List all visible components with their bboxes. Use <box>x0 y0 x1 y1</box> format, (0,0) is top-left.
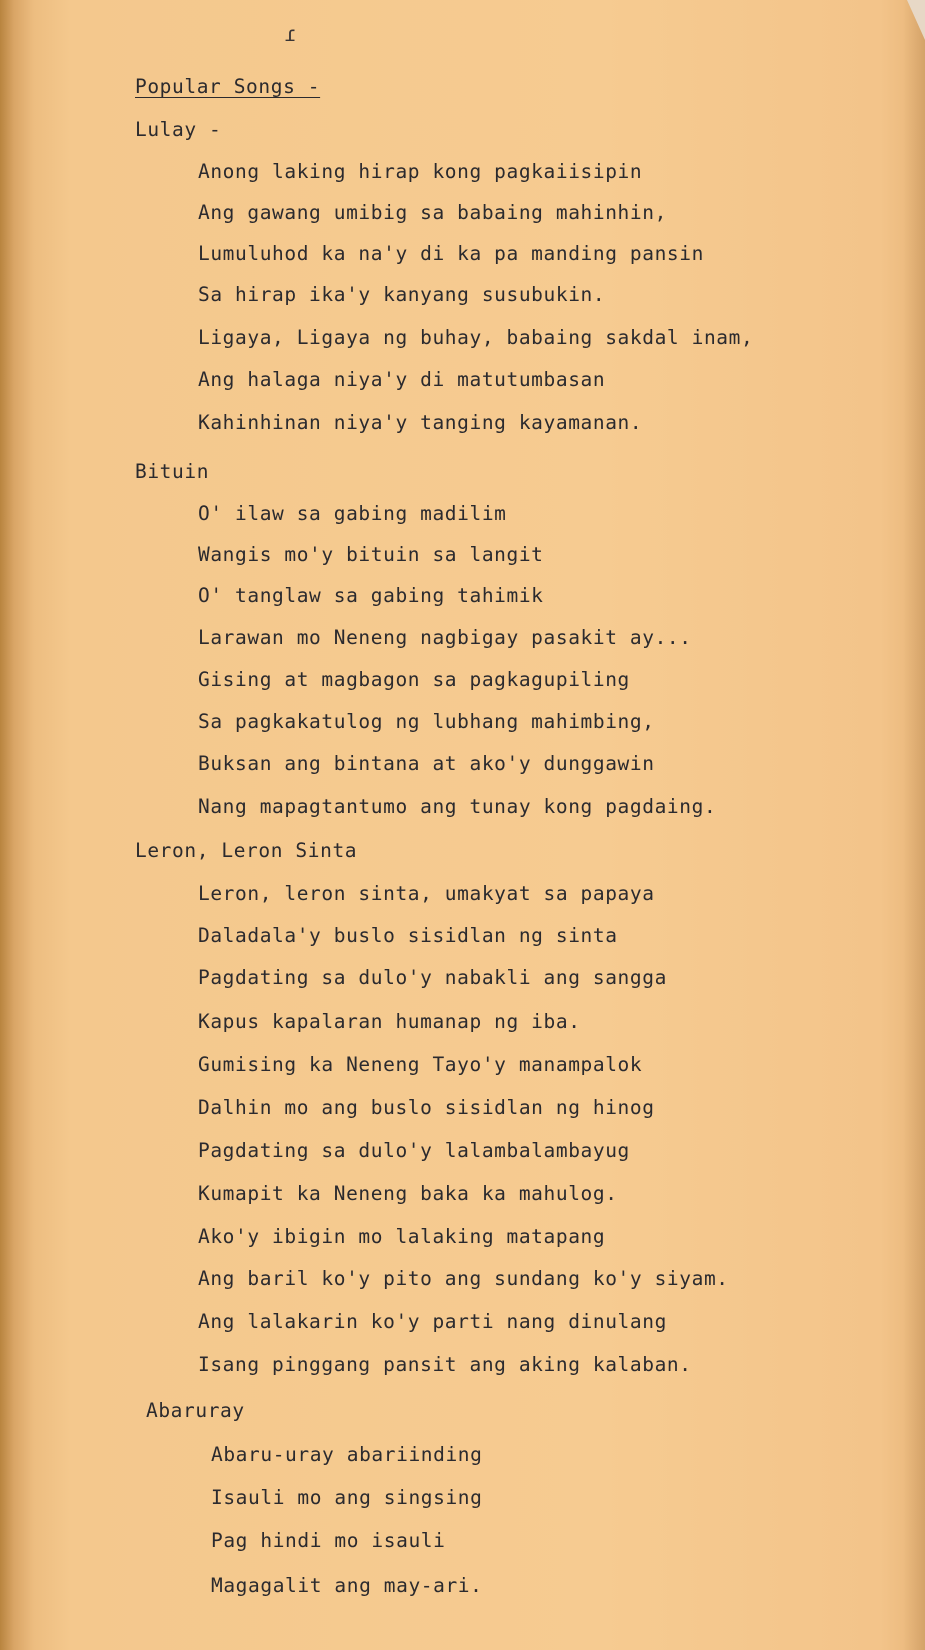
lyric-line: Gising at magbagon sa pagkagupiling <box>198 668 630 691</box>
lyric-line: Larawan mo Neneng nagbigay pasakit ay... <box>198 626 692 649</box>
song-title-leron-leron-sinta: Leron, Leron Sinta <box>135 839 358 862</box>
lyric-line: Abaru-uray abariinding <box>211 1443 483 1466</box>
lyric-line: Nang mapagtantumo ang tunay kong pagdaing. <box>198 795 717 818</box>
lyric-line: Daladala'y buslo sisidlan ng sinta <box>198 924 618 947</box>
lyric-line: Sa hirap ika'y kanyang susubukin. <box>198 283 606 306</box>
lyric-line: Leron, leron sinta, umakyat sa papaya <box>198 882 655 905</box>
lyric-line: Kumapit ka Neneng baka ka mahulog. <box>198 1182 618 1205</box>
lyric-line: Wangis mo'y bituin sa langit <box>198 543 544 566</box>
ink-mark: ɾ <box>284 22 297 46</box>
song-title-abaruray: Abaruray <box>146 1399 245 1422</box>
lyric-line: Ang halaga niya'y di matutumbasan <box>198 368 606 391</box>
lyric-line: Kahinhinan niya'y tanging kayamanan. <box>198 411 643 434</box>
lyric-line: Ang gawang umibig sa babaing mahinhin, <box>198 201 667 224</box>
lyric-line: Magagalit ang may-ari. <box>211 1574 483 1597</box>
lyric-line: Lumuluhod ka na'y di ka pa manding pansin <box>198 242 704 265</box>
lyric-line: Kapus kapalaran humanap ng iba. <box>198 1010 581 1033</box>
lyric-line: Dalhin mo ang buslo sisidlan ng hinog <box>198 1096 655 1119</box>
lyric-line: Ako'y ibigin mo lalaking matapang <box>198 1225 606 1248</box>
lyric-line: Ang baril ko'y pito ang sundang ko'y siyam. <box>198 1267 729 1290</box>
lyric-line: Ang lalakarin ko'y parti nang dinulang <box>198 1310 667 1333</box>
song-title-lulay: Lulay - <box>135 118 222 141</box>
document-title: Popular Songs - <box>135 75 321 98</box>
lyric-line: O' tanglaw sa gabing tahimik <box>198 584 544 607</box>
lyric-line: Gumising ka Neneng Tayo'y manampalok <box>198 1053 643 1076</box>
lyric-line: Isauli mo ang singsing <box>211 1486 483 1509</box>
song-title-bituin: Bituin <box>135 460 210 483</box>
lyric-line: Buksan ang bintana at ako'y dunggawin <box>198 752 655 775</box>
lyric-line: Ligaya, Ligaya ng buhay, babaing sakdal inam, <box>198 326 754 349</box>
lyric-line: Sa pagkakatulog ng lubhang mahimbing, <box>198 710 655 733</box>
lyric-line: Pag hindi mo isauli <box>211 1529 446 1552</box>
lyric-line: Anong laking hirap kong pagkaiisipin <box>198 160 643 183</box>
lyric-line: O' ilaw sa gabing madilim <box>198 502 507 525</box>
lyric-line: Isang pinggang pansit ang aking kalaban. <box>198 1353 692 1376</box>
lyric-line: Pagdating sa dulo'y lalambalambayug <box>198 1139 630 1162</box>
lyric-line: Pagdating sa dulo'y nabakli ang sangga <box>198 966 667 989</box>
